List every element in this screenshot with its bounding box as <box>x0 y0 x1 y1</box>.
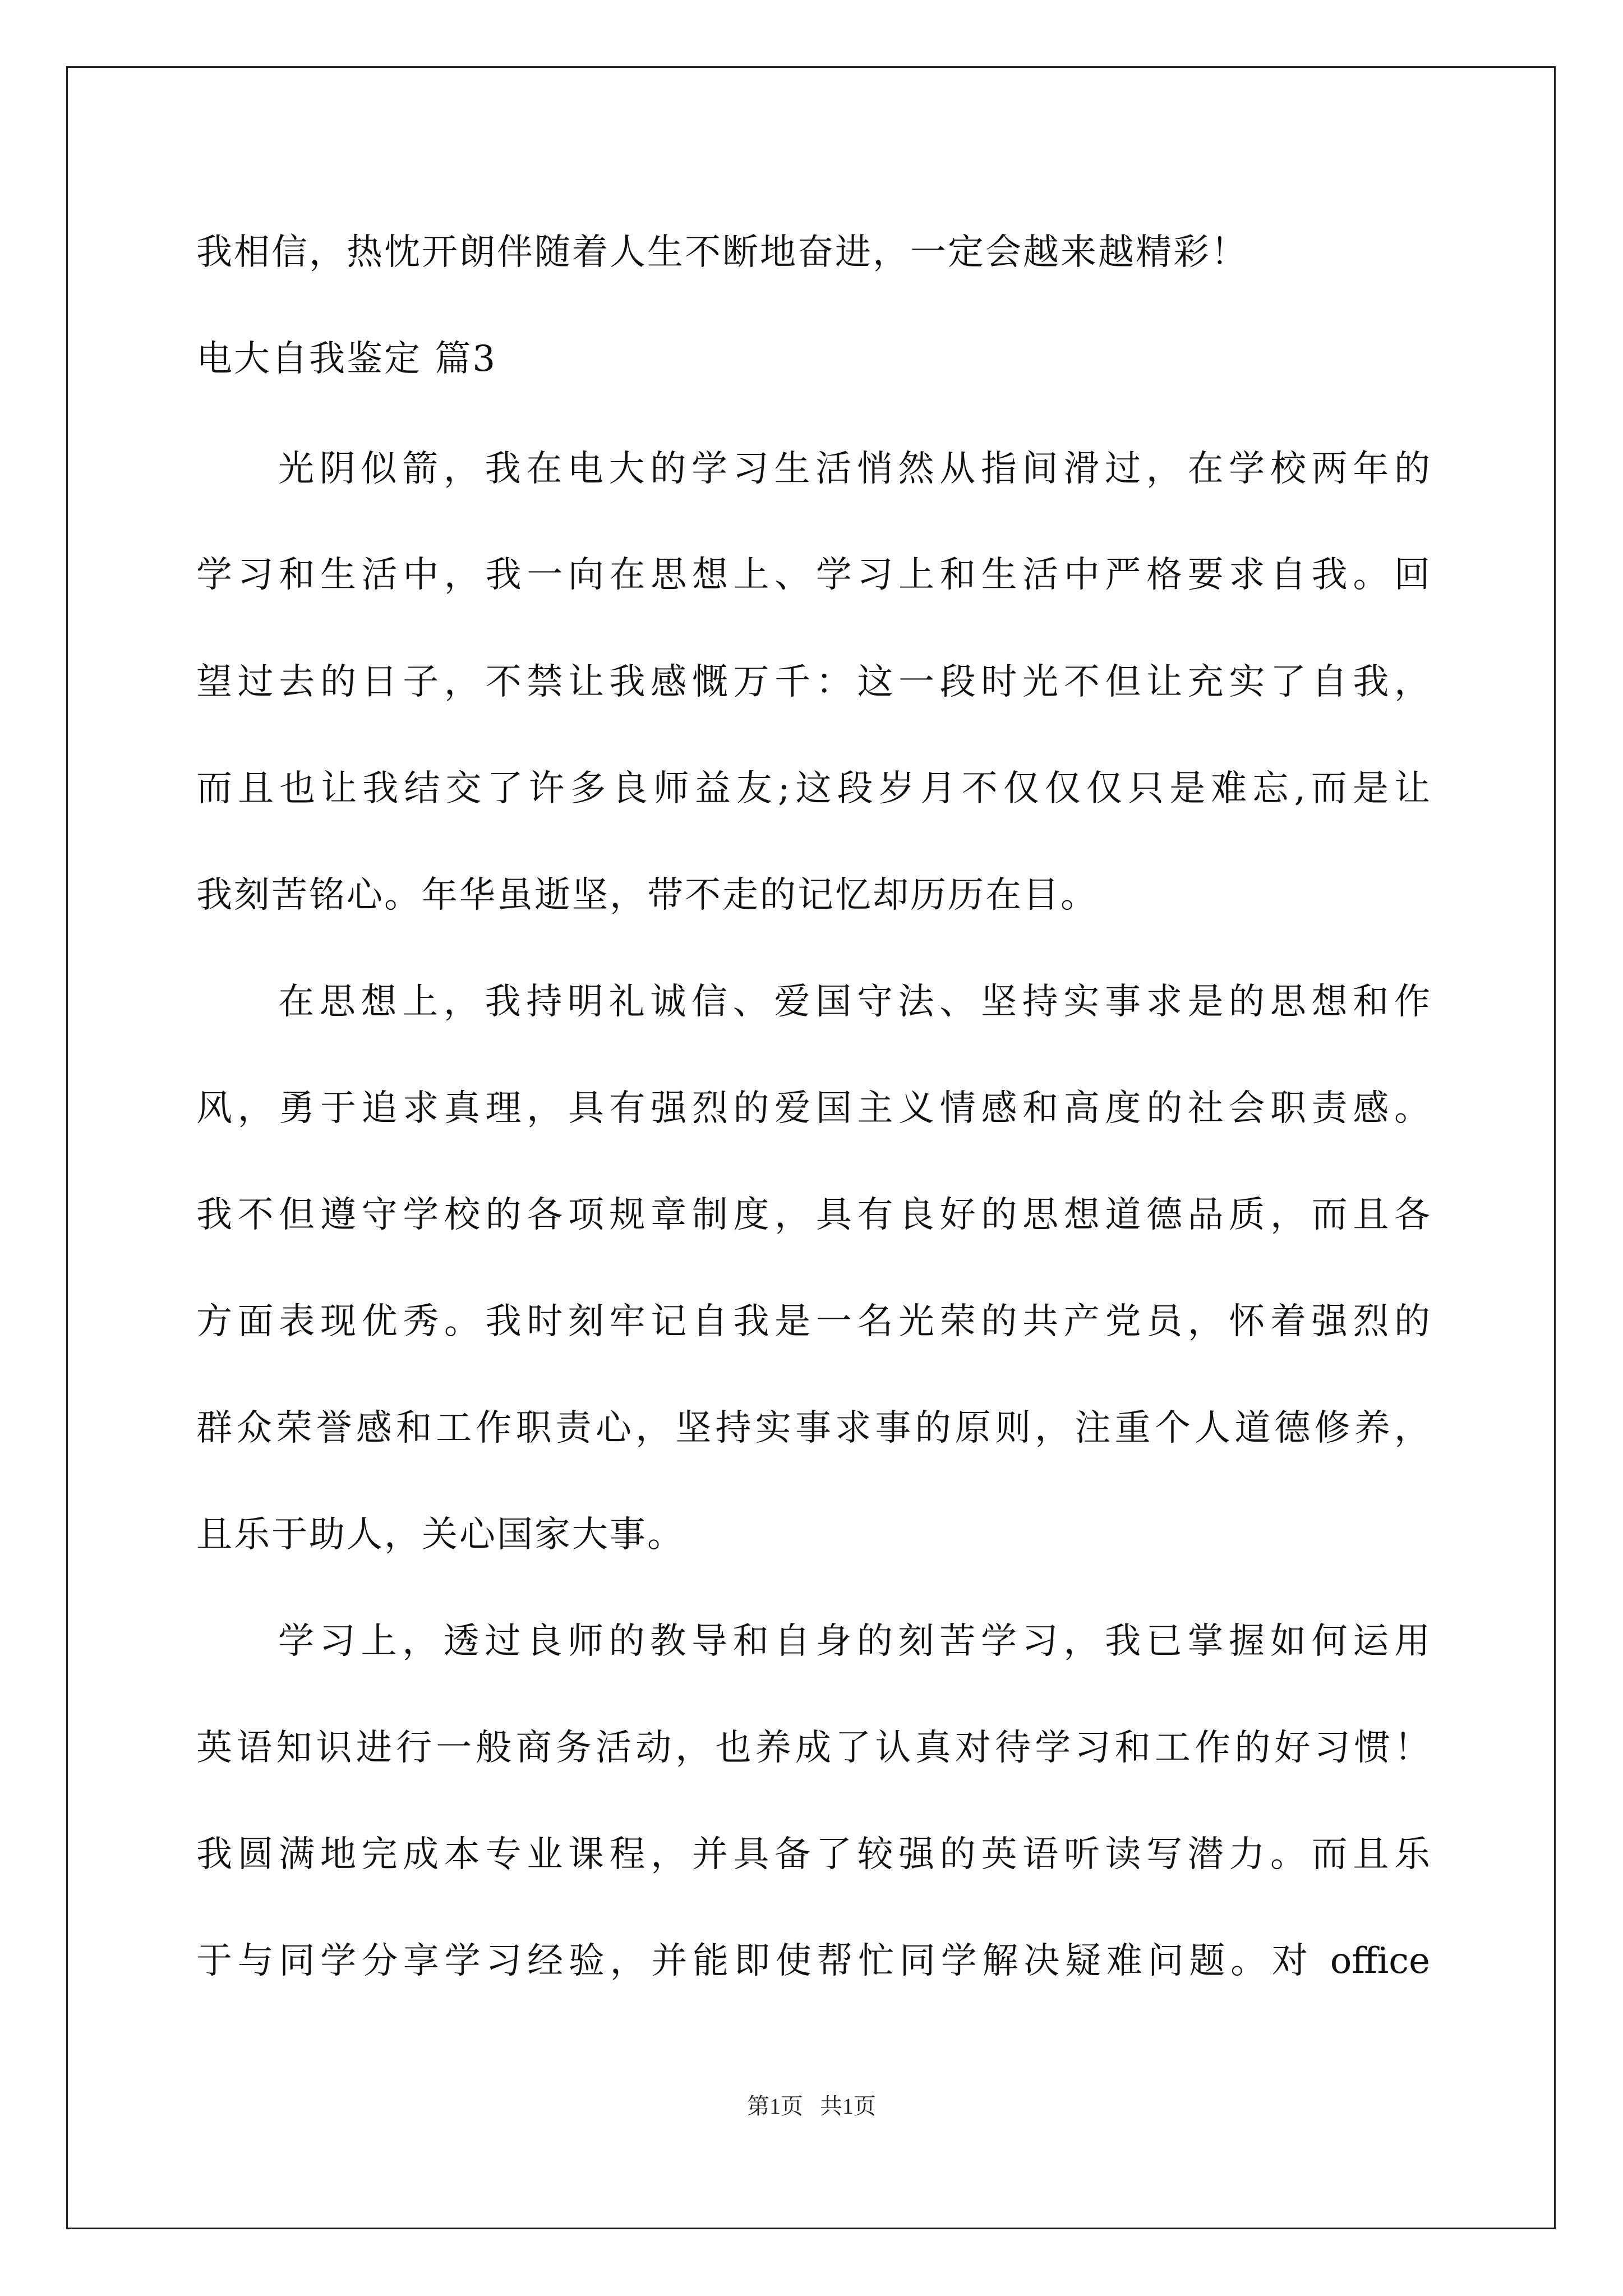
text-line: 我相信，热忱开朗伴随着人生不断地奋进，一定会越来越精彩！ <box>196 232 1248 273</box>
text-line: 光阴似箭，我在电大的学习生活悄然从指间滑过，在学校两年的 <box>278 448 1430 490</box>
text-line: 我圆满地完成本专业课程，并具备了较强的英语听读写潜力。而且乐 <box>196 1834 1430 1875</box>
text-line: 风，勇于追求真理，具有强烈的爱国主义情感和高度的社会职责感。 <box>196 1088 1430 1129</box>
page-number: 第1页 <box>747 2093 803 2119</box>
page-total: 共1页 <box>820 2093 876 2119</box>
text-line: 英语知识进行一般商务活动，也养成了认真对待学习和工作的好习惯！ <box>196 1727 1430 1769</box>
text-line: 且乐于助人，关心国家大事。 <box>196 1514 685 1556</box>
text-line: 望过去的日子，不禁让我感慨万千：这一段时光不但让充实了自我， <box>196 661 1430 703</box>
text-line: 学习和生活中，我一向在思想上、学习上和生活中严格要求自我。回 <box>196 554 1430 596</box>
text-line: 而且也让我结交了许多良师益友;这段岁月不仅仅仅只是难忘,而是让 <box>196 768 1430 809</box>
text-line: 我刻苦铭心。年华虽逝坚，带不走的记忆却历历在目。 <box>196 875 1098 916</box>
section-heading: 电大自我鉴定 篇3 <box>196 338 497 380</box>
text-line: 学习上，透过良师的教导和自身的刻苦学习，我已掌握如何运用 <box>278 1621 1430 1662</box>
text-line: 在思想上，我持明礼诚信、爱国守法、坚持实事求是的思想和作 <box>278 981 1430 1023</box>
text-line: 我不但遵守学校的各项规章制度，具有良好的思想道德品质，而且各 <box>196 1194 1430 1236</box>
text-line: 方面表现优秀。我时刻牢记自我是一名光荣的共产党员，怀着强烈的 <box>196 1301 1430 1342</box>
text-line: 于与同学分享学习经验，并能即使帮忙同学解决疑难问题。对 office <box>196 1940 1430 1982</box>
page-footer <box>0 2092 1623 2120</box>
text-line: 群众荣誉感和工作职责心，坚持实事求事的原则，注重个人道德修养， <box>196 1407 1430 1449</box>
page-border <box>66 66 1556 2229</box>
